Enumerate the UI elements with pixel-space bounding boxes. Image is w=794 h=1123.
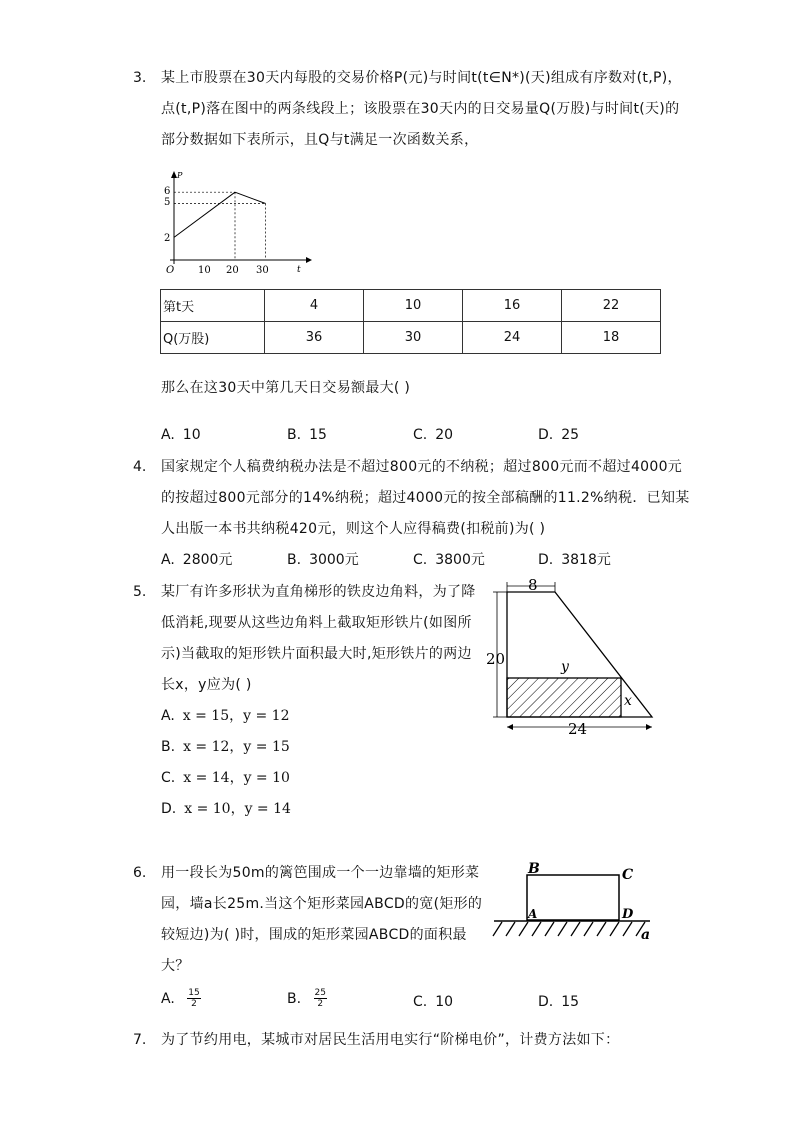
vertex-label-c: C	[622, 867, 634, 883]
hatch-mark	[545, 922, 554, 936]
option-c[interactable]: C. 10	[413, 994, 454, 1010]
hatch-mark	[532, 922, 541, 936]
question-text-line: 国家规定个人稿费纳税办法是不超过800元的不纳税；超过800元而不超过4000元	[161, 459, 683, 475]
option-c[interactable]: C. 3800元	[413, 552, 485, 568]
trapezoid-figure	[484, 574, 664, 739]
option-d[interactable]: D. x = 10，y = 14	[161, 801, 291, 817]
hatch-mark	[506, 922, 515, 936]
x-axis-arrow-icon	[306, 257, 312, 263]
option-a[interactable]: A. 2800元	[161, 552, 233, 568]
question-number: 6.	[133, 865, 147, 881]
question-number: 4.	[133, 459, 147, 475]
vertex-label-a: A	[528, 907, 538, 921]
question-text-line: 示)当截取的矩形铁片面积最大时,矩形铁片的两边	[161, 646, 472, 662]
hatch-mark	[493, 922, 502, 936]
question-text-line: 部分数据如下表所示，且Q与t满足一次函数关系，	[161, 132, 479, 148]
option-d[interactable]: D. 3818元	[538, 552, 611, 568]
table-cell: 第t天	[161, 290, 265, 322]
table-cell: Q(万股)	[161, 322, 265, 354]
option-b[interactable]: B. $\frac{25}{2}$	[287, 988, 326, 1009]
question-text-line: 点(t,P)落在图中的两条线段上；该股票在30天内的日交易量Q(万股)与时间t(天)的	[161, 101, 680, 117]
option-a[interactable]: A. x = 15，y = 12	[161, 708, 290, 724]
x-tick-label: 20	[226, 265, 239, 276]
rect-width-label: y	[561, 659, 569, 675]
table-row	[161, 322, 661, 354]
question-text-line: 低消耗,现要从这些边角料上截取矩形铁片(如图所	[161, 615, 472, 631]
hatch-mark	[623, 922, 632, 936]
y-tick-label: 6	[164, 186, 171, 197]
vertex-label-b: B	[528, 861, 540, 877]
option-c[interactable]: C. x = 14，y = 10	[161, 770, 290, 786]
x-axis-label: t	[297, 265, 301, 275]
question-text-line: 园，墙a长25m.当这个矩形菜园ABCD的宽(矩形的	[161, 896, 483, 912]
option-a[interactable]: A. $\frac{15}{2}$	[161, 988, 200, 1009]
wall-hatch	[493, 922, 645, 936]
origin-label: O	[166, 265, 175, 276]
question-text-line: 长x，y应为( )	[161, 677, 252, 693]
table-row	[161, 290, 661, 322]
hatch-mark	[584, 922, 593, 936]
q-data-table	[160, 289, 661, 354]
question-text-line: 较短边)为( )时，围成的矩形菜园ABCD的面积最	[161, 927, 467, 943]
question-text-line: 用一段长为50m的篱笆围成一个一边靠墙的矩形菜	[161, 865, 480, 881]
wall-label-a: a	[641, 927, 651, 942]
hatch-mark	[571, 922, 580, 936]
hatched-rectangle	[507, 678, 621, 717]
y-tick-label: 2	[164, 233, 171, 244]
garden-rectangle	[527, 875, 619, 920]
option-b[interactable]: B. 15	[287, 427, 327, 443]
left-length-label: 20	[486, 650, 506, 668]
table-cell: 4	[265, 290, 364, 322]
table-cell: 16	[463, 290, 562, 322]
hatch-mark	[597, 922, 606, 936]
option-b[interactable]: B. x = 12，y = 15	[161, 739, 290, 755]
price-line-segment	[235, 192, 266, 203]
table-cell: 22	[562, 290, 661, 322]
question-text-line: 那么在这30天中第几天日交易额最大( )	[161, 380, 411, 396]
hatch-mark	[558, 922, 567, 936]
question-text-line: 的按超过800元部分的14%纳税；超过4000元的按全部稿酬的11.2%纳税．已知某	[161, 490, 690, 506]
table-cell: 24	[463, 322, 562, 354]
question-text-line: 大？	[161, 958, 190, 974]
fraction: $\frac{15}{2}$	[188, 988, 200, 1009]
bottom-length-label: 24	[568, 720, 588, 738]
price-time-graph	[160, 168, 320, 276]
option-d[interactable]: D. 25	[538, 427, 580, 443]
garden-figure	[490, 858, 660, 942]
table-cell: 18	[562, 322, 661, 354]
question-text-line: 人出版一本书共纳税420元，则这个人应得稿费(扣税前)为( )	[161, 521, 546, 537]
y-axis-label: P	[177, 171, 183, 180]
question-number: 3.	[133, 70, 147, 86]
table-cell: 30	[364, 322, 463, 354]
hatch-mark	[519, 922, 528, 936]
y-tick-label: 5	[164, 197, 171, 208]
question-text-line: 为了节约用电，某城市对居民生活用电实行“阶梯电价”，计费方法如下：	[161, 1032, 620, 1048]
rect-height-label: x	[624, 693, 632, 709]
option-d[interactable]: D. 15	[538, 994, 580, 1010]
vertex-label-d: D	[622, 907, 634, 922]
x-tick-label: 10	[198, 265, 211, 276]
table-cell: 36	[265, 322, 364, 354]
question-number: 7.	[133, 1032, 147, 1048]
fraction: $\frac{25}{2}$	[314, 988, 326, 1009]
top-length-label: 8	[528, 576, 538, 594]
question-text-line: 某上市股票在30天内每股的交易价格P(元)与时间t(t∈N*)(天)组成有序数对(t,P)，	[161, 70, 682, 86]
price-line-segment	[174, 192, 235, 237]
option-a[interactable]: A. 10	[161, 427, 201, 443]
option-c[interactable]: C. 20	[413, 427, 454, 443]
option-b[interactable]: B. 3000元	[287, 552, 359, 568]
hatch-mark	[610, 922, 619, 936]
question-text-line: 某厂有许多形状为直角梯形的铁皮边角料，为了降	[161, 584, 476, 600]
x-tick-label: 30	[256, 265, 269, 276]
table-cell: 10	[364, 290, 463, 322]
question-number: 5.	[133, 584, 147, 600]
